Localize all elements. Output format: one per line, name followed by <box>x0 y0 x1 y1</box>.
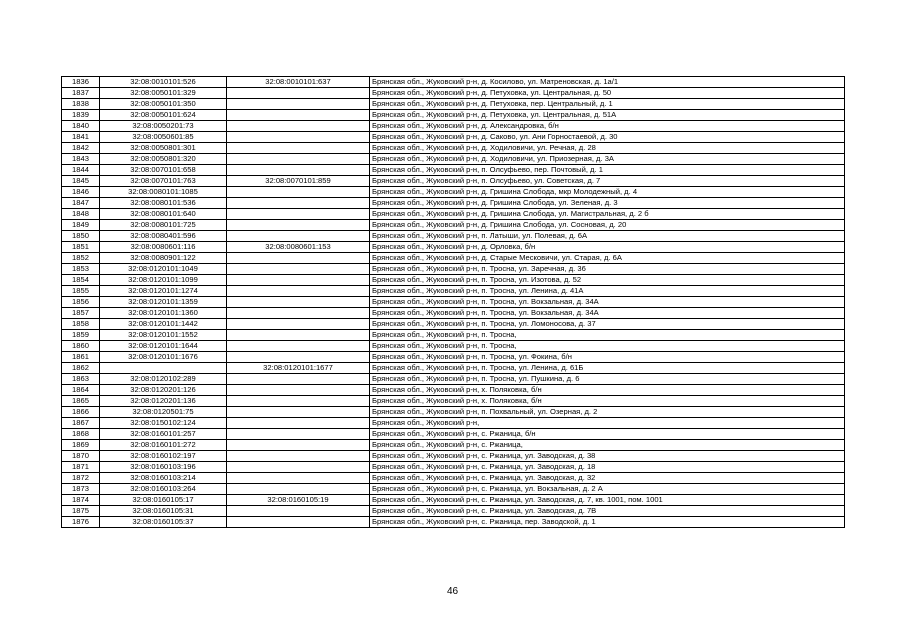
address-cell: Брянская обл., Жуковский р-н, <box>370 418 845 429</box>
row-number-cell: 1873 <box>62 484 100 495</box>
linked-cadastral-number-cell <box>227 253 370 264</box>
linked-cadastral-number-cell <box>227 297 370 308</box>
address-cell: Брянская обл., Жуковский р-н, с. Ржаница, б/н <box>370 429 845 440</box>
address-cell: Брянская обл., Жуковский р-н, д. Косилово, ул. Матреновская, д. 1а/1 <box>370 77 845 88</box>
linked-cadastral-number-cell <box>227 396 370 407</box>
row-number-cell: 1862 <box>62 363 100 374</box>
cadastral-number-cell: 32:08:0120101:1442 <box>100 319 227 330</box>
row-number-cell: 1838 <box>62 99 100 110</box>
cadastral-number-cell: 32:08:0080901:122 <box>100 253 227 264</box>
address-cell: Брянская обл., Жуковский р-н, д. Гришина Слобода, ул. Сосновая, д. 20 <box>370 220 845 231</box>
row-number-cell: 1852 <box>62 253 100 264</box>
linked-cadastral-number-cell: 32:08:0080601:153 <box>227 242 370 253</box>
cadastral-number-cell: 32:08:0050101:350 <box>100 99 227 110</box>
linked-cadastral-number-cell <box>227 264 370 275</box>
row-number-cell: 1865 <box>62 396 100 407</box>
row-number-cell: 1836 <box>62 77 100 88</box>
linked-cadastral-number-cell <box>227 451 370 462</box>
linked-cadastral-number-cell: 32:08:0010101:637 <box>227 77 370 88</box>
row-number-cell: 1850 <box>62 231 100 242</box>
linked-cadastral-number-cell <box>227 319 370 330</box>
table-row <box>62 473 845 484</box>
cadastral-number-cell: 32:08:0160102:197 <box>100 451 227 462</box>
address-cell: Брянская обл., Жуковский р-н, п. Тросна, ул. Ленина, д. 61Б <box>370 363 845 374</box>
address-cell: Брянская обл., Жуковский р-н, п. Тросна, <box>370 330 845 341</box>
address-cell: Брянская обл., Жуковский р-н, д. Петуховка, ул. Центральная, д. 51А <box>370 110 845 121</box>
linked-cadastral-number-cell <box>227 429 370 440</box>
row-number-cell: 1875 <box>62 506 100 517</box>
row-number-cell: 1846 <box>62 187 100 198</box>
cadastral-number-cell: 32:08:0150102:124 <box>100 418 227 429</box>
table-row <box>62 165 845 176</box>
cadastral-number-cell: 32:08:0080101:1085 <box>100 187 227 198</box>
cadastral-number-cell: 32:08:0160103:264 <box>100 484 227 495</box>
registry-table <box>61 76 845 528</box>
address-cell: Брянская обл., Жуковский р-н, х. Поляковка, б/н <box>370 396 845 407</box>
cadastral-number-cell: 32:08:0120201:136 <box>100 396 227 407</box>
registry-table-body <box>62 77 845 528</box>
table-row <box>62 440 845 451</box>
row-number-cell: 1840 <box>62 121 100 132</box>
cadastral-number-cell: 32:08:0160105:31 <box>100 506 227 517</box>
table-row <box>62 143 845 154</box>
address-cell: Брянская обл., Жуковский р-н, п. Тросна, ул. Фокина, б/н <box>370 352 845 363</box>
table-row <box>62 264 845 275</box>
linked-cadastral-number-cell <box>227 209 370 220</box>
cadastral-number-cell: 32:08:0120101:1049 <box>100 264 227 275</box>
table-row <box>62 77 845 88</box>
cadastral-number-cell: 32:08:0160101:272 <box>100 440 227 451</box>
linked-cadastral-number-cell <box>227 286 370 297</box>
address-cell: Брянская обл., Жуковский р-н, с. Ржаница, ул. Вокзальная, д. 2 А <box>370 484 845 495</box>
cadastral-number-cell: 32:08:0120101:1676 <box>100 352 227 363</box>
address-cell: Брянская обл., Жуковский р-н, д. Ходиловичи, ул. Приозерная, д. 3А <box>370 154 845 165</box>
row-number-cell: 1837 <box>62 88 100 99</box>
table-row <box>62 121 845 132</box>
address-cell: Брянская обл., Жуковский р-н, с. Ржаница, пер. Заводской, д. 1 <box>370 517 845 528</box>
address-cell: Брянская обл., Жуковский р-н, п. Тросна, ул. Пушкина, д. 6 <box>370 374 845 385</box>
cadastral-number-cell: 32:08:0160105:17 <box>100 495 227 506</box>
cadastral-number-cell: 32:08:0120101:1274 <box>100 286 227 297</box>
linked-cadastral-number-cell <box>227 187 370 198</box>
row-number-cell: 1876 <box>62 517 100 528</box>
table-row <box>62 319 845 330</box>
row-number-cell: 1859 <box>62 330 100 341</box>
cadastral-number-cell: 32:08:0120101:1644 <box>100 341 227 352</box>
address-cell: Брянская обл., Жуковский р-н, п. Тросна, ул. Заречная, д. 36 <box>370 264 845 275</box>
table-row <box>62 132 845 143</box>
address-cell: Брянская обл., Жуковский р-н, п. Олсуфьево, пер. Почтовый, д. 1 <box>370 165 845 176</box>
row-number-cell: 1866 <box>62 407 100 418</box>
linked-cadastral-number-cell <box>227 154 370 165</box>
address-cell: Брянская обл., Жуковский р-н, д. Петуховка, ул. Центральная, д. 50 <box>370 88 845 99</box>
address-cell: Брянская обл., Жуковский р-н, д. Орловка, б/н <box>370 242 845 253</box>
address-cell: Брянская обл., Жуковский р-н, п. Тросна, ул. Изотова, д. 52 <box>370 275 845 286</box>
row-number-cell: 1855 <box>62 286 100 297</box>
address-cell: Брянская обл., Жуковский р-н, с. Ржаница, ул. Заводская, д. 7В <box>370 506 845 517</box>
address-cell: Брянская обл., Жуковский р-н, с. Ржаница, <box>370 440 845 451</box>
address-cell: Брянская обл., Жуковский р-н, с. Ржаница, ул. Заводская, д. 32 <box>370 473 845 484</box>
cadastral-number-cell: 32:08:0080101:725 <box>100 220 227 231</box>
address-cell: Брянская обл., Жуковский р-н, д. Саково, ул. Ани Горностаевой, д. 30 <box>370 132 845 143</box>
table-row <box>62 352 845 363</box>
linked-cadastral-number-cell <box>227 418 370 429</box>
table-row <box>62 330 845 341</box>
table-row <box>62 242 845 253</box>
table-row <box>62 231 845 242</box>
linked-cadastral-number-cell: 32:08:0160105:19 <box>227 495 370 506</box>
table-row <box>62 363 845 374</box>
linked-cadastral-number-cell <box>227 330 370 341</box>
address-cell: Брянская обл., Жуковский р-н, п. Тросна, ул. Ленина, д. 41А <box>370 286 845 297</box>
linked-cadastral-number-cell <box>227 308 370 319</box>
linked-cadastral-number-cell <box>227 484 370 495</box>
table-row <box>62 275 845 286</box>
table-row <box>62 385 845 396</box>
linked-cadastral-number-cell <box>227 407 370 418</box>
table-row <box>62 297 845 308</box>
linked-cadastral-number-cell <box>227 231 370 242</box>
cadastral-number-cell: 32:08:0050101:624 <box>100 110 227 121</box>
row-number-cell: 1868 <box>62 429 100 440</box>
linked-cadastral-number-cell <box>227 198 370 209</box>
cadastral-number-cell: 32:08:0050801:320 <box>100 154 227 165</box>
cadastral-number-cell: 32:08:0070101:658 <box>100 165 227 176</box>
cadastral-number-cell: 32:08:0160103:196 <box>100 462 227 473</box>
row-number-cell: 1839 <box>62 110 100 121</box>
table-row <box>62 462 845 473</box>
row-number-cell: 1863 <box>62 374 100 385</box>
linked-cadastral-number-cell <box>227 132 370 143</box>
table-row <box>62 99 845 110</box>
cadastral-number-cell: 32:08:0050101:329 <box>100 88 227 99</box>
linked-cadastral-number-cell <box>227 165 370 176</box>
cadastral-number-cell: 32:08:0120102:289 <box>100 374 227 385</box>
address-cell: Брянская обл., Жуковский р-н, п. Олсуфьево, ул. Советская, д. 7 <box>370 176 845 187</box>
row-number-cell: 1853 <box>62 264 100 275</box>
cadastral-number-cell: 32:08:0080101:640 <box>100 209 227 220</box>
cadastral-number-cell: 32:08:0050201:73 <box>100 121 227 132</box>
linked-cadastral-number-cell <box>227 473 370 484</box>
row-number-cell: 1844 <box>62 165 100 176</box>
table-row <box>62 154 845 165</box>
row-number-cell: 1857 <box>62 308 100 319</box>
table-row <box>62 220 845 231</box>
row-number-cell: 1870 <box>62 451 100 462</box>
table-row <box>62 176 845 187</box>
table-row <box>62 88 845 99</box>
row-number-cell: 1851 <box>62 242 100 253</box>
address-cell: Брянская обл., Жуковский р-н, п. Латыши, ул. Полевая, д. 6А <box>370 231 845 242</box>
row-number-cell: 1841 <box>62 132 100 143</box>
table-row <box>62 418 845 429</box>
row-number-cell: 1871 <box>62 462 100 473</box>
row-number-cell: 1861 <box>62 352 100 363</box>
address-cell: Брянская обл., Жуковский р-н, д. Александровка, б/н <box>370 121 845 132</box>
table-row <box>62 110 845 121</box>
table-row <box>62 429 845 440</box>
linked-cadastral-number-cell <box>227 275 370 286</box>
linked-cadastral-number-cell <box>227 462 370 473</box>
table-row <box>62 495 845 506</box>
cadastral-number-cell: 32:08:0120101:1552 <box>100 330 227 341</box>
row-number-cell: 1867 <box>62 418 100 429</box>
table-row <box>62 451 845 462</box>
address-cell: Брянская обл., Жуковский р-н, с. Ржаница, ул. Заводская, д. 7, кв. 1001, пом. 1001 <box>370 495 845 506</box>
cadastral-number-cell: 32:08:0120201:126 <box>100 385 227 396</box>
row-number-cell: 1869 <box>62 440 100 451</box>
cadastral-number-cell: 32:08:0160105:37 <box>100 517 227 528</box>
table-row <box>62 506 845 517</box>
cadastral-number-cell: 32:08:0160101:257 <box>100 429 227 440</box>
linked-cadastral-number-cell <box>227 143 370 154</box>
address-cell: Брянская обл., Жуковский р-н, п. Тросна, ул. Вокзальная, д. 34А <box>370 297 845 308</box>
cadastral-number-cell: 32:08:0120101:1099 <box>100 275 227 286</box>
table-row <box>62 198 845 209</box>
row-number-cell: 1854 <box>62 275 100 286</box>
row-number-cell: 1860 <box>62 341 100 352</box>
row-number-cell: 1864 <box>62 385 100 396</box>
address-cell: Брянская обл., Жуковский р-н, д. Ходиловичи, ул. Речная, д. 28 <box>370 143 845 154</box>
cadastral-number-cell: 32:08:0120101:1359 <box>100 297 227 308</box>
table-row <box>62 253 845 264</box>
address-cell: Брянская обл., Жуковский р-н, п. Тросна, ул. Ломоносова, д. 37 <box>370 319 845 330</box>
cadastral-number-cell <box>100 363 227 374</box>
row-number-cell: 1874 <box>62 495 100 506</box>
row-number-cell: 1872 <box>62 473 100 484</box>
cadastral-number-cell: 32:08:0010101:526 <box>100 77 227 88</box>
linked-cadastral-number-cell <box>227 517 370 528</box>
linked-cadastral-number-cell <box>227 506 370 517</box>
address-cell: Брянская обл., Жуковский р-н, п. Тросна, <box>370 341 845 352</box>
table-row <box>62 209 845 220</box>
row-number-cell: 1845 <box>62 176 100 187</box>
address-cell: Брянская обл., Жуковский р-н, д. Старые Месковичи, ул. Старая, д. 6А <box>370 253 845 264</box>
row-number-cell: 1842 <box>62 143 100 154</box>
table-row <box>62 341 845 352</box>
linked-cadastral-number-cell <box>227 385 370 396</box>
linked-cadastral-number-cell <box>227 220 370 231</box>
table-row <box>62 374 845 385</box>
linked-cadastral-number-cell <box>227 440 370 451</box>
linked-cadastral-number-cell <box>227 121 370 132</box>
address-cell: Брянская обл., Жуковский р-н, с. Ржаница, ул. Заводская, д. 18 <box>370 462 845 473</box>
table-row <box>62 308 845 319</box>
row-number-cell: 1858 <box>62 319 100 330</box>
cadastral-number-cell: 32:08:0050601:85 <box>100 132 227 143</box>
linked-cadastral-number-cell: 32:08:0070101:859 <box>227 176 370 187</box>
table-row <box>62 484 845 495</box>
address-cell: Брянская обл., Жуковский р-н, п. Тросна, ул. Вокзальная, д. 34А <box>370 308 845 319</box>
cadastral-number-cell: 32:08:0050801:301 <box>100 143 227 154</box>
linked-cadastral-number-cell <box>227 374 370 385</box>
address-cell: Брянская обл., Жуковский р-н, д. Гришина Слобода, ул. Зеленая, д. 3 <box>370 198 845 209</box>
table-row <box>62 286 845 297</box>
page-number: 46 <box>446 586 459 597</box>
linked-cadastral-number-cell <box>227 110 370 121</box>
table-row <box>62 517 845 528</box>
address-cell: Брянская обл., Жуковский р-н, с. Ржаница, ул. Заводская, д. 38 <box>370 451 845 462</box>
linked-cadastral-number-cell: 32:08:0120101:1677 <box>227 363 370 374</box>
linked-cadastral-number-cell <box>227 99 370 110</box>
linked-cadastral-number-cell <box>227 88 370 99</box>
address-cell: Брянская обл., Жуковский р-н, д. Гришина Слобода, мкр Молодежный, д. 4 <box>370 187 845 198</box>
row-number-cell: 1849 <box>62 220 100 231</box>
row-number-cell: 1848 <box>62 209 100 220</box>
cadastral-number-cell: 32:08:0070101:763 <box>100 176 227 187</box>
address-cell: Брянская обл., Жуковский р-н, д. Гришина Слобода, ул. Магистральная, д. 2 б <box>370 209 845 220</box>
table-row <box>62 396 845 407</box>
row-number-cell: 1843 <box>62 154 100 165</box>
linked-cadastral-number-cell <box>227 352 370 363</box>
cadastral-number-cell: 32:08:0120501:75 <box>100 407 227 418</box>
address-cell: Брянская обл., Жуковский р-н, х. Поляковка, б/н <box>370 385 845 396</box>
address-cell: Брянская обл., Жуковский р-н, п. Похвальный, ул. Озерная, д. 2 <box>370 407 845 418</box>
cadastral-number-cell: 32:08:0080101:536 <box>100 198 227 209</box>
address-cell: Брянская обл., Жуковский р-н, д. Петуховка, пер. Центральный, д. 1 <box>370 99 845 110</box>
table-row <box>62 407 845 418</box>
cadastral-number-cell: 32:08:0080401:596 <box>100 231 227 242</box>
cadastral-number-cell: 32:08:0120101:1360 <box>100 308 227 319</box>
row-number-cell: 1856 <box>62 297 100 308</box>
table-row <box>62 187 845 198</box>
cadastral-number-cell: 32:08:0080601:116 <box>100 242 227 253</box>
linked-cadastral-number-cell <box>227 341 370 352</box>
cadastral-number-cell: 32:08:0160103:214 <box>100 473 227 484</box>
row-number-cell: 1847 <box>62 198 100 209</box>
